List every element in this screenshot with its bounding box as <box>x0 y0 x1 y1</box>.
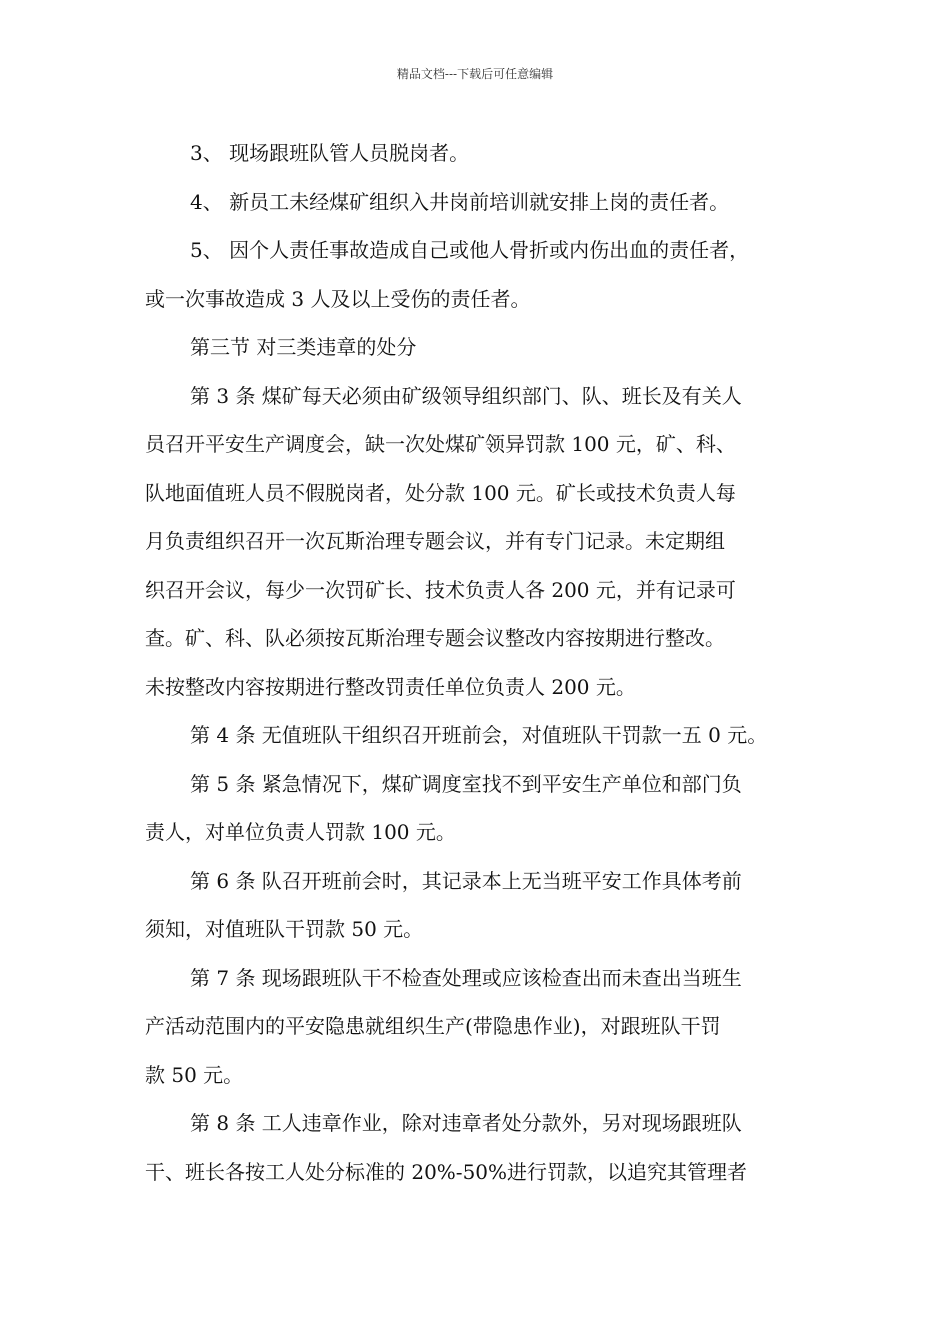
document-body <box>145 129 825 1196</box>
page-header: 精品文档---下载后可任意编辑 <box>396 67 554 81</box>
text-line: 员召开平安生产调度会，缺一次处煤矿领异罚款 100 元，矿、科、 <box>145 432 736 456</box>
article-6 <box>145 857 825 954</box>
article-4 <box>145 711 825 760</box>
text-line: 第 3 条 煤矿每天必须由矿级领导组织部门、队、班长及有关人 <box>190 383 742 408</box>
text-line: 第 5 条 紧急情况下，煤矿调度室找不到平安生产单位和部门负 <box>190 771 742 796</box>
article-3 <box>145 372 825 712</box>
article-8 <box>145 1099 825 1196</box>
text-line: 第三节 对三类违章的处分 <box>190 335 417 359</box>
text-line: 产活动范围内的平安隐患就组织生产(带隐患作业)，对跟班队干罚 <box>145 1014 721 1038</box>
text-line: 须知，对值班队干罚款 50 元。 <box>145 917 424 941</box>
text-line: 队地面值班人员不假脱岗者，处分款 100 元。矿长或技术负责人每 <box>145 480 736 505</box>
text-line: 款 50 元。 <box>145 1062 244 1087</box>
article-7 <box>145 954 825 1100</box>
text-line: 查。矿、科、队必须按瓦斯治理专题会议整改内容按期进行整改。 <box>145 626 725 650</box>
text-line: 未按整改内容按期进行整改罚责任单位负责人 200 元。 <box>145 674 636 699</box>
text-line: 干、班长各按工人处分标准的 20%-50%进行罚款，以追究其管理者 <box>145 1159 748 1184</box>
text-line: 5、 因个人责任事故造成自己或他人骨折或内伤出血的责任者， <box>190 238 750 262</box>
text-line: 第 8 条 工人违章作业，除对违章者处分款外，另对现场跟班队 <box>190 1111 742 1135</box>
section-heading <box>145 323 825 372</box>
clause-5-item <box>145 226 825 323</box>
text-line: 责人，对单位负责人罚款 100 元。 <box>145 820 456 844</box>
text-line: 第 4 条 无值班队干组织召开班前会，对值班队干罚款一五 0 元。 <box>190 723 768 747</box>
text-line: 第 7 条 现场跟班队干不检查处理或应该检查出而未查出当班生 <box>190 965 742 990</box>
clause-3-item <box>145 129 825 178</box>
text-line: 或一次事故造成 3 人及以上受伤的责任者。 <box>145 286 531 311</box>
text-line: 月负责组织召开一次瓦斯治理专题会议，并有专门记录。未定期组 <box>145 529 725 553</box>
text-line: 4、 新员工未经煤矿组织入井岗前培训就安排上岗的责任者。 <box>190 189 730 214</box>
text-line: 第 6 条 队召开班前会时，其记录本上无当班平安工作具体考前 <box>190 868 742 893</box>
text-line: 3、 现场跟班队管人员脱岗者。 <box>190 141 470 165</box>
text-line: 织召开会议，每少一次罚矿长、技术负责人各 200 元，并有记录可 <box>145 577 736 602</box>
article-5 <box>145 760 825 857</box>
clause-4-item <box>145 178 825 227</box>
